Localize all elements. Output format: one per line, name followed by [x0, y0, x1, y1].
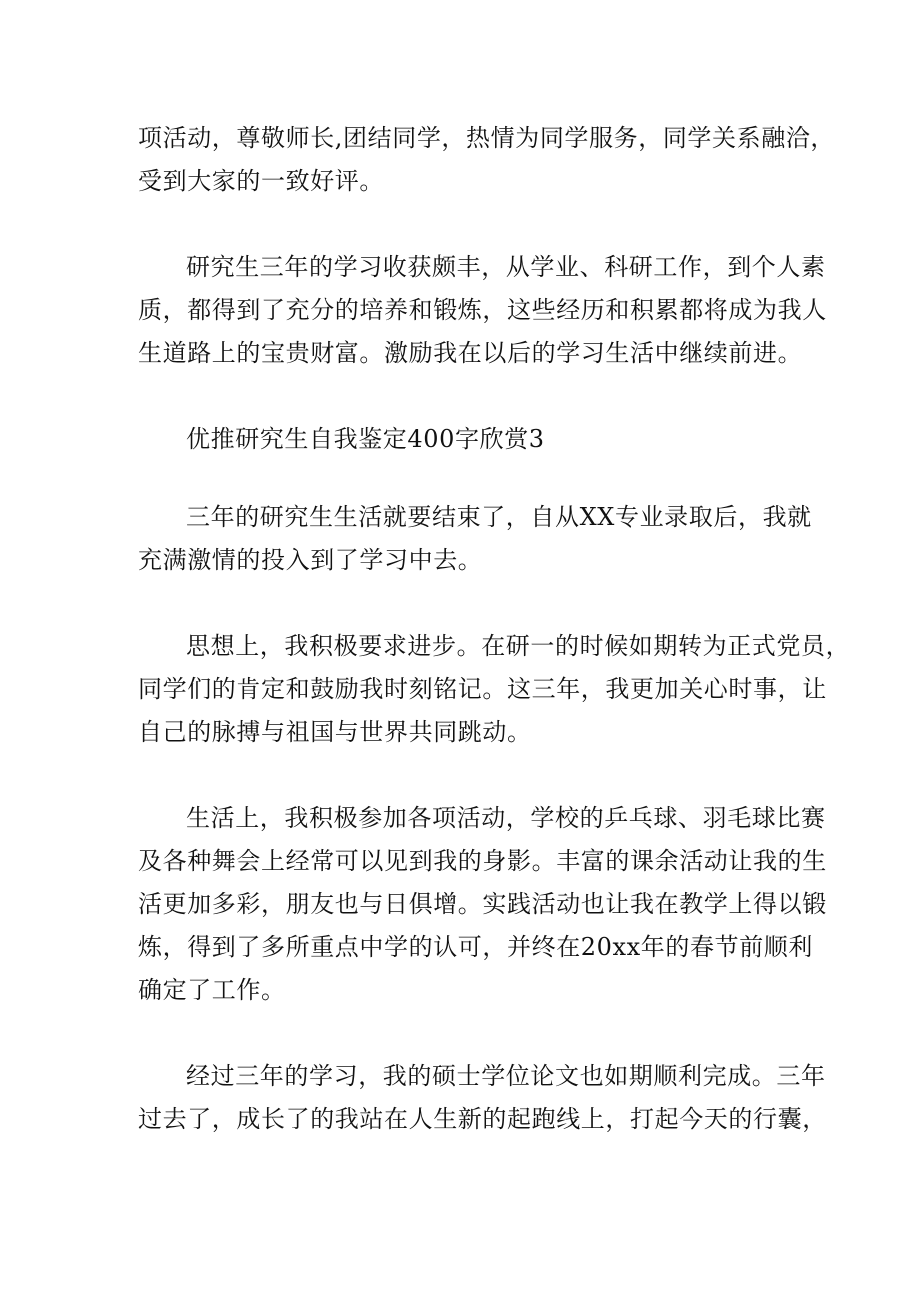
text-line: 炼，得到了多所重点中学的认可，并终在20xx年的春节前顺利	[138, 933, 814, 961]
text-line: 三年的研究生生活就要结束了，自从XX专业录取后，我就	[186, 503, 812, 531]
paragraph-summary	[138, 246, 827, 375]
heading-line: 优推研究生自我鉴定400字欣赏3	[186, 425, 545, 453]
text-line: 受到大家的一致好评。	[138, 167, 384, 195]
text-line: 同学们的肯定和鼓励我时刻铭记。这三年，我更加关心时事，让	[138, 675, 827, 703]
text-line: 过去了，成长了的我站在人生新的起跑线上，打起今天的行囊，	[138, 1105, 827, 1133]
text-line: 确定了工作。	[138, 976, 286, 1004]
text-line: 生活上，我积极参加各项活动，学校的乒乓球、羽毛球比赛	[186, 804, 826, 832]
text-line: 生道路上的宝贵财富。激励我在以后的学习生活中继续前进。	[138, 339, 803, 367]
text-line: 自己的脉搏与祖国与世界共同跳动。	[138, 718, 532, 746]
paragraph-intro	[138, 496, 812, 582]
text-line: 活更加多彩，朋友也与日俱增。实践活动也让我在教学上得以锻	[138, 890, 827, 918]
section-heading	[138, 418, 788, 461]
text-line: 研究生三年的学习收获颇丰，从学业、科研工作，到个人素	[186, 253, 826, 281]
text-line: 及各种舞会上经常可以见到我的身影。丰富的课余活动让我的生	[138, 847, 827, 875]
paragraph-continuation	[138, 117, 836, 203]
text-line: 质，都得到了充分的培养和锻炼，这些经历和积累都将成为我人	[138, 296, 827, 324]
text-line: 项活动，尊敬师长,团结同学，热情为同学服务，同学关系融洽，	[138, 124, 836, 152]
text-line: 思想上，我积极要求进步。在研一的时候如期转为正式党员，	[186, 632, 851, 660]
paragraph-thesis	[138, 1055, 827, 1141]
text-line: 充满激情的投入到了学习中去。	[138, 546, 483, 574]
paragraph-ideology	[138, 625, 851, 754]
text-line: 经过三年的学习，我的硕士学位论文也如期顺利完成。三年	[186, 1062, 826, 1090]
paragraph-life	[138, 797, 827, 1012]
